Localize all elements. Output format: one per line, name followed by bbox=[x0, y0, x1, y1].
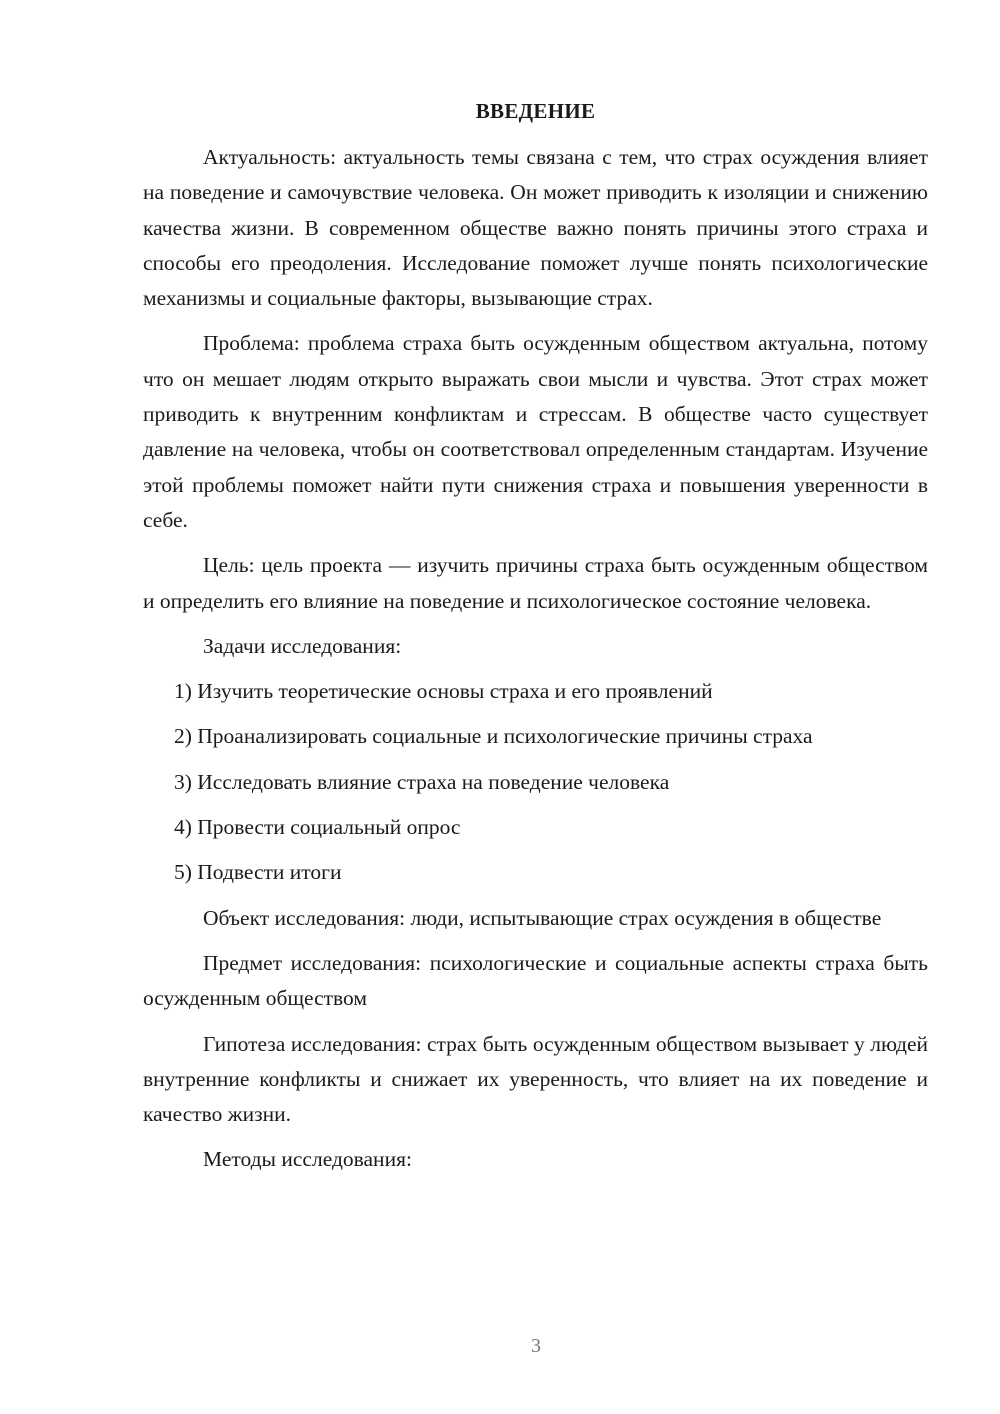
task-item-1: 1) Изучить теоретические основы страха и его проявлений bbox=[174, 679, 713, 704]
page-number: 3 bbox=[531, 1335, 541, 1357]
relevance-paragraph: Актуальность: актуальность темы связана с тем, что страх осуждения влияет на поведение и самочувствие человека. Он может приводить к изоляции и снижению качества жизни. В современном обществе важно понять причины этого страха и способы его преодоления. Исследование поможет лучше понять психологические механизмы и социальные факторы, вызывающие страх. bbox=[143, 145, 928, 311]
task-item-3: 3) Исследовать влияние страха на поведение человека bbox=[174, 769, 670, 794]
subject-paragraph: Предмет исследования: психологические и социальные аспекты страха быть осужденным обществом bbox=[143, 950, 928, 1011]
tasks-list bbox=[143, 674, 928, 890]
problem-paragraph: Проблема: проблема страха быть осужденным обществом актуальна, потому что он мешает людям открыто выражать свои мысли и чувства. Этот страх может приводить к внутренним конфликтам и стрессам. В обществе часто существует давление на человека, чтобы он соответствовал определенным стандартам. Изучение этой проблемы поможет найти пути снижения страха и повышения уверенности в себе. bbox=[143, 331, 928, 532]
task-item-4: 4) Провести социальный опрос bbox=[174, 815, 461, 840]
page-title: ВВЕДЕНИЕ bbox=[475, 99, 596, 123]
hypothesis-paragraph: Гипотеза исследования: страх быть осужденным обществом вызывает у людей внутренние конфликты и снижает их уверенность, что влияет на их поведение и качество жизни. bbox=[143, 1031, 928, 1127]
methods-heading: Методы исследования: bbox=[203, 1147, 412, 1172]
task-item-5: 5) Подвести итоги bbox=[174, 860, 342, 885]
task-item-2: 2) Проанализировать социальные и психологические причины страха bbox=[174, 724, 813, 749]
goal-paragraph: Цель: цель проекта — изучить причины страха быть осужденным обществом и определить его влияние на поведение и психологическое состояние человека. bbox=[143, 553, 928, 613]
tasks-heading: Задачи исследования: bbox=[203, 633, 402, 658]
object-paragraph: Объект исследования: люди, испытывающие страх осуждения в обществе bbox=[203, 905, 882, 930]
page-content bbox=[143, 96, 928, 1188]
